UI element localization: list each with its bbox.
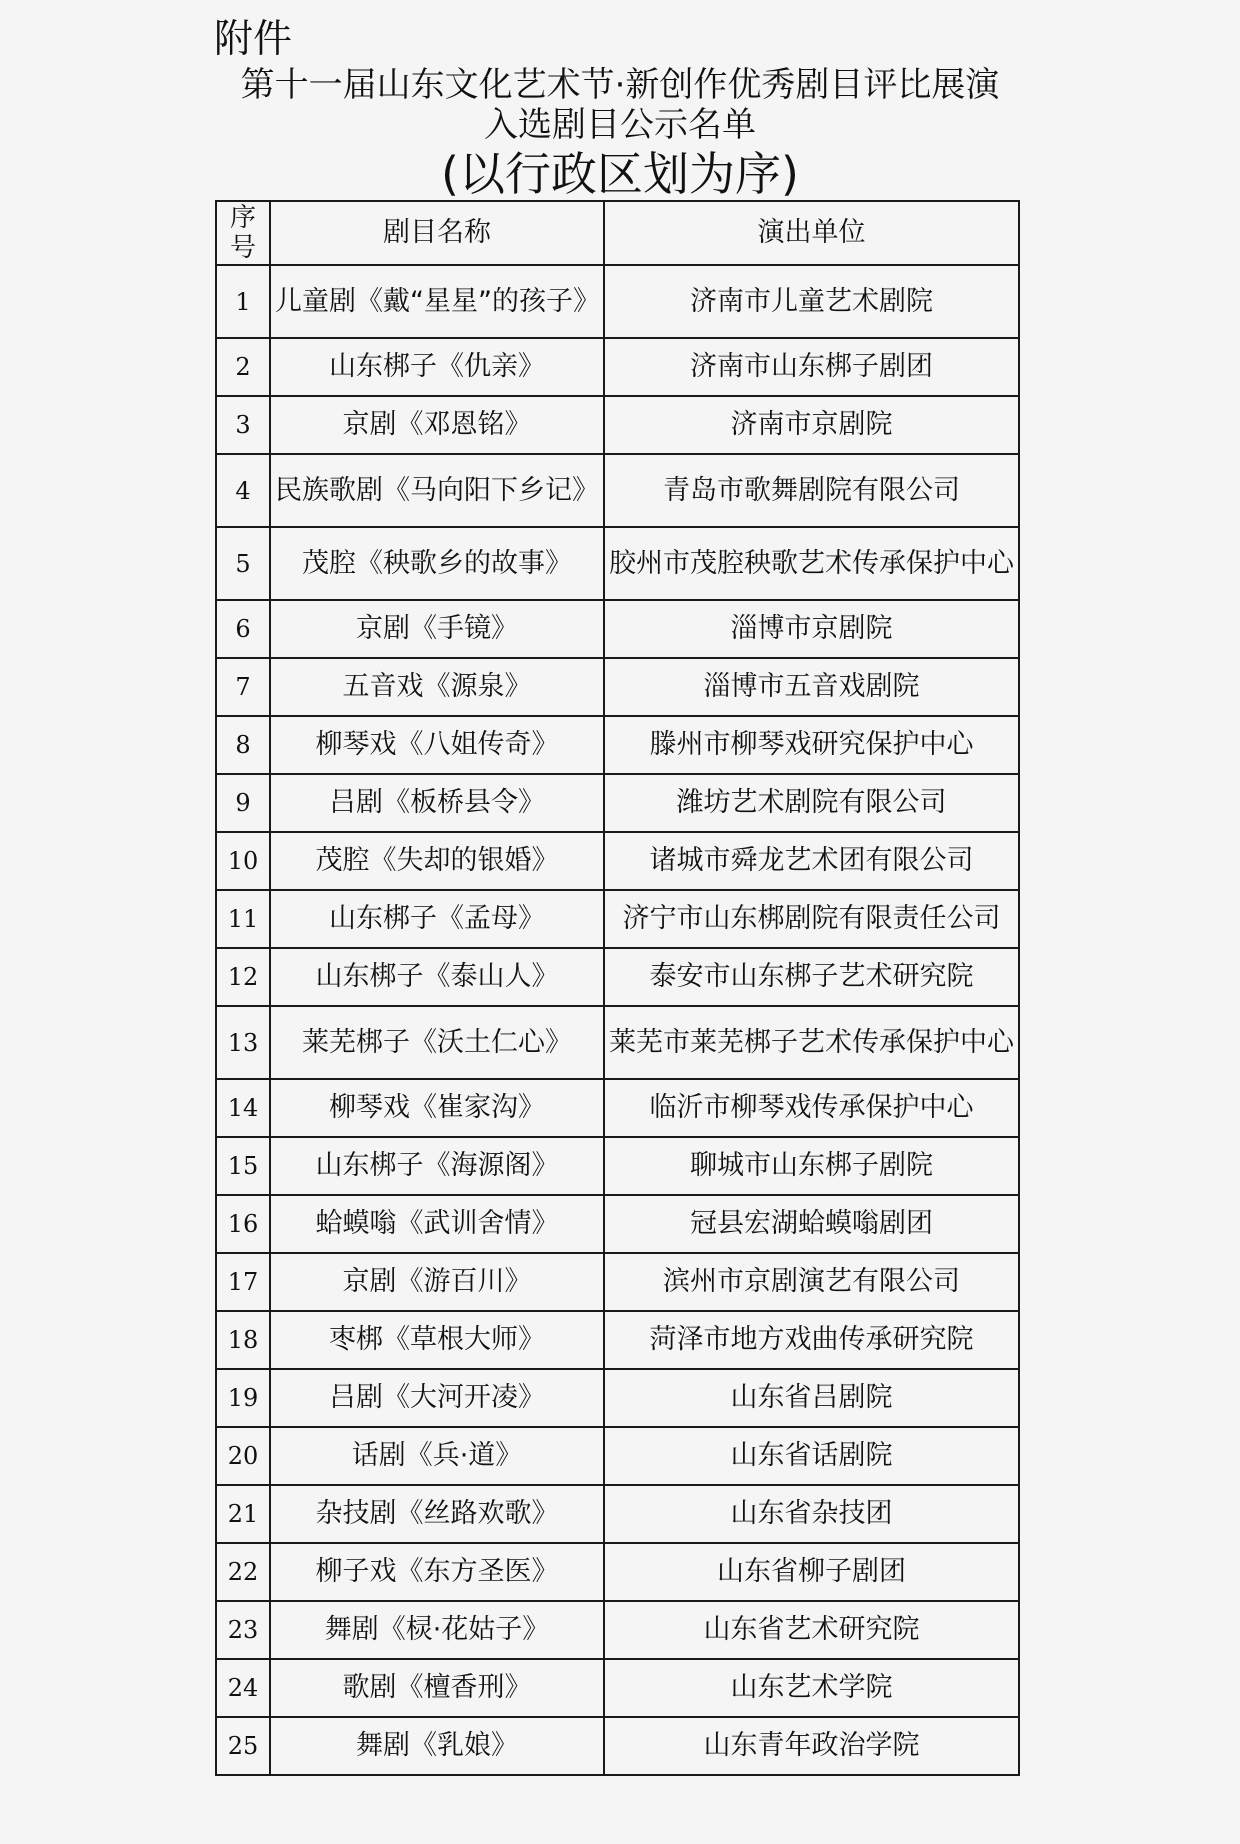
performing-unit: 山东艺术学院 [604, 1659, 1019, 1717]
performing-unit: 菏泽市地方戏曲传承研究院 [604, 1311, 1019, 1369]
table-row [216, 1427, 1019, 1485]
play-name: 枣梆《草根大师》 [270, 1311, 604, 1369]
row-num: 10 [216, 832, 270, 890]
play-name: 儿童剧《戴“星星”的孩子》 [270, 265, 604, 338]
row-num: 21 [216, 1485, 270, 1543]
table-row [216, 1006, 1019, 1079]
play-name: 京剧《游百川》 [270, 1253, 604, 1311]
performing-unit: 临沂市柳琴戏传承保护中心 [604, 1079, 1019, 1137]
performing-unit: 聊城市山东梆子剧院 [604, 1137, 1019, 1195]
row-num: 15 [216, 1137, 270, 1195]
table-row [216, 1253, 1019, 1311]
play-name: 蛤蟆嗡《武训舍情》 [270, 1195, 604, 1253]
table-row [216, 1311, 1019, 1369]
table-row [216, 527, 1019, 600]
performing-unit: 济南市儿童艺术剧院 [604, 265, 1019, 338]
table-row [216, 1079, 1019, 1137]
row-num: 17 [216, 1253, 270, 1311]
table-row [216, 454, 1019, 527]
performing-unit: 滨州市京剧演艺有限公司 [604, 1253, 1019, 1311]
play-name: 茂腔《失却的银婚》 [270, 832, 604, 890]
play-name: 杂技剧《丝路欢歌》 [270, 1485, 604, 1543]
play-name: 舞剧《棂·花姑子》 [270, 1601, 604, 1659]
play-name: 柳琴戏《崔家沟》 [270, 1079, 604, 1137]
row-num: 19 [216, 1369, 270, 1427]
row-num: 3 [216, 396, 270, 454]
play-name: 民族歌剧《马向阳下乡记》 [270, 454, 604, 527]
row-num: 13 [216, 1006, 270, 1079]
play-name: 山东梆子《海源阁》 [270, 1137, 604, 1195]
table-row [216, 1601, 1019, 1659]
row-num: 20 [216, 1427, 270, 1485]
play-name: 山东梆子《泰山人》 [270, 948, 604, 1006]
row-num: 14 [216, 1079, 270, 1137]
performing-unit: 潍坊艺术剧院有限公司 [604, 774, 1019, 832]
play-name: 柳子戏《东方圣医》 [270, 1543, 604, 1601]
row-num: 24 [216, 1659, 270, 1717]
table-row [216, 265, 1019, 338]
performing-unit: 冠县宏湖蛤蟆嗡剧团 [604, 1195, 1019, 1253]
row-num: 18 [216, 1311, 270, 1369]
header-performing-unit: 演出单位 [604, 201, 1019, 265]
row-num: 16 [216, 1195, 270, 1253]
performing-unit: 胶州市茂腔秧歌艺术传承保护中心 [604, 527, 1019, 600]
table-row [216, 396, 1019, 454]
play-name: 歌剧《檀香刑》 [270, 1659, 604, 1717]
play-name: 莱芜梆子《沃土仁心》 [270, 1006, 604, 1079]
row-num: 1 [216, 265, 270, 338]
table-header-row [216, 201, 1019, 265]
table-row [216, 1543, 1019, 1601]
performing-unit: 莱芜市莱芜梆子艺术传承保护中心 [604, 1006, 1019, 1079]
performing-unit: 淄博市五音戏剧院 [604, 658, 1019, 716]
performing-unit: 青岛市歌舞剧院有限公司 [604, 454, 1019, 527]
table-row [216, 1137, 1019, 1195]
play-name: 山东梆子《仇亲》 [270, 338, 604, 396]
performing-unit: 济宁市山东梆剧院有限责任公司 [604, 890, 1019, 948]
performing-unit: 滕州市柳琴戏研究保护中心 [604, 716, 1019, 774]
attachment-label: 附件 [214, 17, 293, 62]
play-name: 柳琴戏《八姐传奇》 [270, 716, 604, 774]
play-name: 吕剧《大河开凌》 [270, 1369, 604, 1427]
play-name: 京剧《手镜》 [270, 600, 604, 658]
row-num: 12 [216, 948, 270, 1006]
row-num: 11 [216, 890, 270, 948]
table-row [216, 1659, 1019, 1717]
row-num: 6 [216, 600, 270, 658]
performing-unit: 山东省吕剧院 [604, 1369, 1019, 1427]
play-name: 山东梆子《孟母》 [270, 890, 604, 948]
performing-unit: 济南市京剧院 [604, 396, 1019, 454]
play-name: 话剧《兵·道》 [270, 1427, 604, 1485]
selected-plays-table [215, 200, 1020, 1776]
table-row [216, 948, 1019, 1006]
performing-unit: 山东省杂技团 [604, 1485, 1019, 1543]
play-name: 吕剧《板桥县令》 [270, 774, 604, 832]
row-num: 5 [216, 527, 270, 600]
table-row [216, 600, 1019, 658]
table-row [216, 716, 1019, 774]
row-num: 4 [216, 454, 270, 527]
table-row [216, 1369, 1019, 1427]
row-num: 2 [216, 338, 270, 396]
performing-unit: 山东青年政治学院 [604, 1717, 1019, 1775]
table-row [216, 1195, 1019, 1253]
table-row [216, 658, 1019, 716]
row-num: 9 [216, 774, 270, 832]
table-row [216, 890, 1019, 948]
document-title: 第十一届山东文化艺术节·新创作优秀剧目评比展演 [240, 65, 1000, 105]
performing-unit: 山东省艺术研究院 [604, 1601, 1019, 1659]
performing-unit: 山东省话剧院 [604, 1427, 1019, 1485]
play-name: 茂腔《秧歌乡的故事》 [270, 527, 604, 600]
performing-unit: 诸城市舜龙艺术团有限公司 [604, 832, 1019, 890]
performing-unit: 泰安市山东梆子艺术研究院 [604, 948, 1019, 1006]
document-subtitle: 入选剧目公示名单 [484, 105, 756, 145]
table-row [216, 338, 1019, 396]
table-row [216, 774, 1019, 832]
table-row [216, 1485, 1019, 1543]
ordering-note: (以行政区划为序) [441, 147, 799, 201]
performing-unit: 山东省柳子剧团 [604, 1543, 1019, 1601]
row-num: 8 [216, 716, 270, 774]
play-name: 舞剧《乳娘》 [270, 1717, 604, 1775]
header-num: 序号 [216, 201, 270, 265]
row-num: 22 [216, 1543, 270, 1601]
header-play-name: 剧目名称 [270, 201, 604, 265]
row-num: 23 [216, 1601, 270, 1659]
table-row [216, 1717, 1019, 1775]
row-num: 7 [216, 658, 270, 716]
table-row [216, 832, 1019, 890]
row-num: 25 [216, 1717, 270, 1775]
performing-unit: 济南市山东梆子剧团 [604, 338, 1019, 396]
performing-unit: 淄博市京剧院 [604, 600, 1019, 658]
play-name: 京剧《邓恩铭》 [270, 396, 604, 454]
play-name: 五音戏《源泉》 [270, 658, 604, 716]
